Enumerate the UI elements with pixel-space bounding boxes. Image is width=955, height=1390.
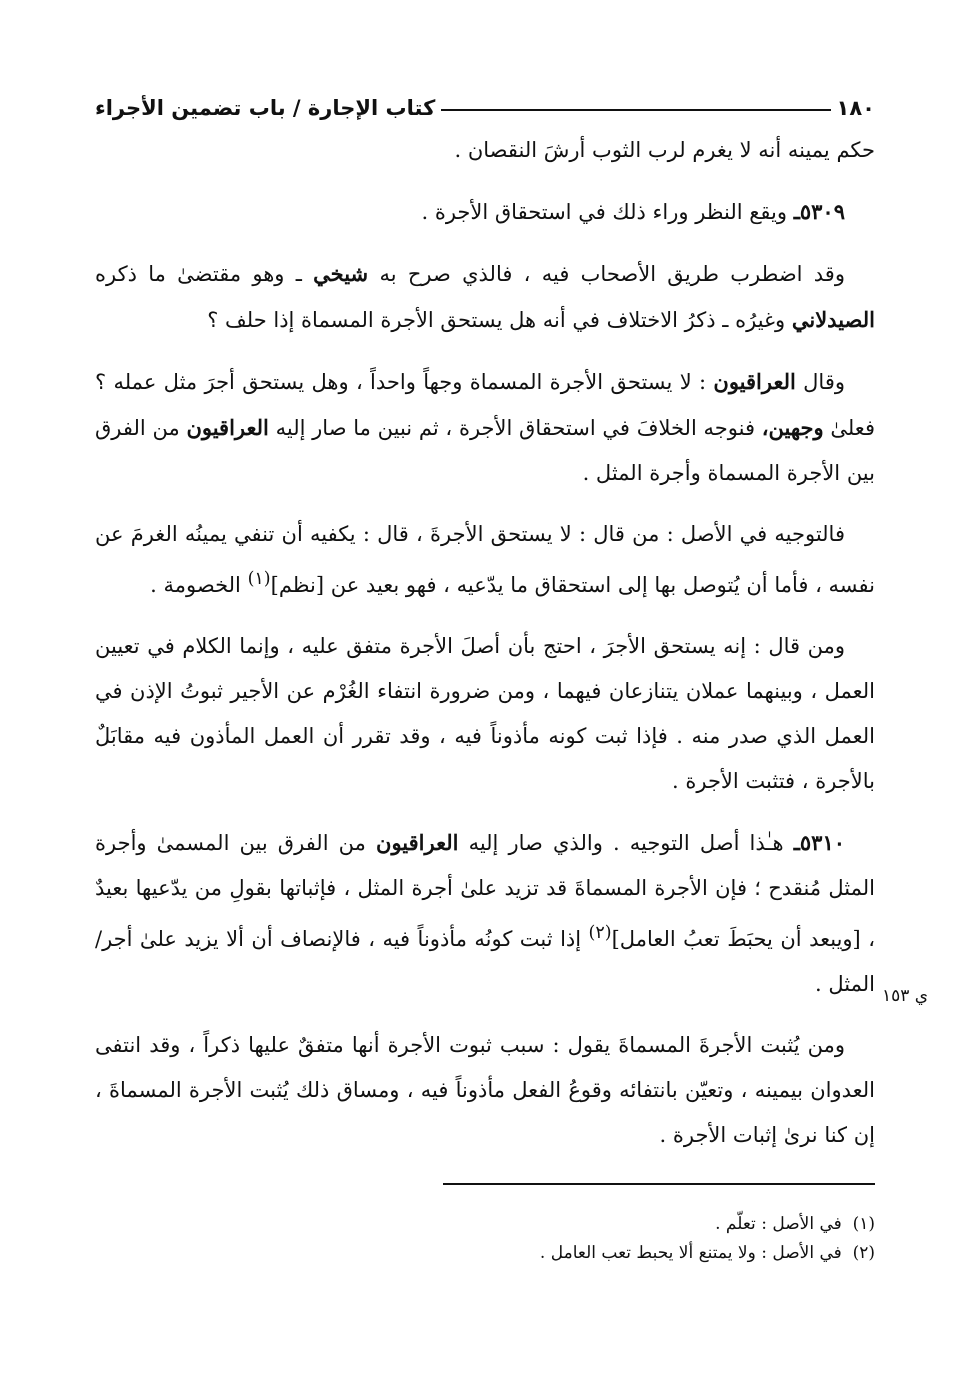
paragraph-text: : لا يستحق الأجرة المسماة وجهاً واحداً ، وهل يستحق أجرَ مثل عمله ؟ فعلىٰ — [95, 370, 875, 440]
page-number: ١٨٠ — [836, 96, 875, 120]
paragraph-text: ويقع النظر وراء ذلك في استحقاق الأجرة . — [421, 200, 794, 224]
header-rule — [441, 109, 830, 111]
running-header — [95, 84, 875, 120]
footnote-ref: (١) — [247, 569, 271, 589]
paragraph-text: وغيرُه ـ ذكرُ الاختلاف في أنه هل يستحق الأجرة المسماة إذا حلف ؟ — [207, 308, 792, 332]
footnote-text: في الأصل : تعلّم . — [715, 1214, 842, 1234]
main-text — [95, 128, 875, 1174]
bold-term: شيخي — [313, 261, 369, 286]
bold-term: العراقيون — [713, 369, 796, 394]
paragraph-text: من الفرق بين المسمىٰ وأجرة المثل مُنقدح ؛ فإن الأجرة المسماةَ قد تزيد علىٰ أجرة المثل ، فإثباتها بقولِ من يدّعيها بعيدٌ ، [ويبعد أن يحبَطَ تعبُ العامل] — [95, 831, 875, 951]
manuscript-folio-note: ي ١٥٣ — [882, 986, 929, 1006]
footnote-ref: (٢) — [588, 923, 612, 943]
paragraph-text: هـٰذا أصل التوجيه . والذي صار إليه — [458, 831, 794, 855]
paragraph-text: ـ وهو مقتضىٰ ما ذكره — [95, 262, 314, 286]
bold-term: وجهين، — [761, 415, 824, 440]
paragraph: ومن قال : إنه يستحق الأجرَ ، احتج بأن أصلَ الأجرة متفق عليه ، وإنما الكلام في تعيين العمل ، وبينهما عملان يتنازعان فيهما ، ومن ضرورة انتفاء الغُرْم عن الأجير ثبوتُ الإذن في العمل الذي صدر منه . فإذا ثبت كونه مأذوناً فيه ، وقد تقرر أن العمل المأذون فيه مقابَلٌ بالأجرة ، فتثبت الأجرة . — [95, 634, 875, 793]
footnote-marker: (١) — [852, 1214, 875, 1234]
bold-term: العراقيون — [376, 830, 459, 855]
paragraph-text: وقد اضطرب طريق الأصحاب فيه ، فالذي صرح به — [368, 262, 845, 286]
paragraph-text: من الفرق بين الأجرة المسماة وأجرة المثل . — [95, 416, 875, 485]
paragraph-5310 — [95, 820, 875, 1007]
paragraph-text: إذا ثبت كونُه مأذوناً فيه ، فالإنصاف أن ألا يزيد علىٰ أجر/ المثل . — [95, 927, 875, 996]
section-number: ٥٣٠٩ـ — [793, 199, 845, 224]
header-title: كتاب الإجارة / باب تضمين الأجراء — [95, 96, 436, 120]
bold-term: الصيدلاني — [791, 307, 875, 332]
footnote-separator — [443, 1183, 875, 1185]
footnotes — [95, 1210, 875, 1268]
paragraph-text: الخصومة . — [150, 573, 248, 597]
paragraph-text: فالتوجيه في الأصل : من قال : لا يستحق الأجرةَ ، قال : يكفيه أن تنفي يمينُه الغرمَ عن نفسه ، فأما أن يُتوصل بها إلى استحقاق ما يدّعيه ، فهو بعيد عن [نظم] — [95, 522, 875, 597]
paragraph-text: فنوجه الخلافَ في استحقاق الأجرة ، ثم نبين ما صار إليه — [268, 416, 762, 440]
footnote-text: في الأصل : ولا يمتنع ألا يحبط تعب العامل . — [539, 1243, 842, 1263]
footnote — [95, 1239, 875, 1268]
paragraph-5309 — [95, 189, 875, 235]
paragraph — [95, 251, 875, 343]
paragraph — [95, 359, 875, 496]
bold-term: العراقيون — [186, 415, 269, 440]
paragraph: ومن يُثبت الأجرةَ المسماةَ يقول : سبب ثبوت الأجرة أنها متفقٌ عليها ذكراً ، وقد انتفى العدوان بيمينه ، وتعيّن بانتفائه وقوعُ الفعل مأذوناً فيه ، ومساق ذلك يُثبت الأجرة المسماةَ ، إن كنا نرىٰ إثبات الأجرة . — [95, 1033, 875, 1147]
paragraph — [95, 512, 875, 608]
footnote — [95, 1210, 875, 1239]
footnote-marker: (٢) — [852, 1243, 875, 1263]
paragraph-continuation: حكم يمينه أنه لا يغرم لرب الثوب أرشَ النقصان . — [454, 138, 875, 162]
paragraph-text: وقال — [795, 370, 846, 394]
section-number: ٥٣١٠ـ — [793, 830, 846, 855]
